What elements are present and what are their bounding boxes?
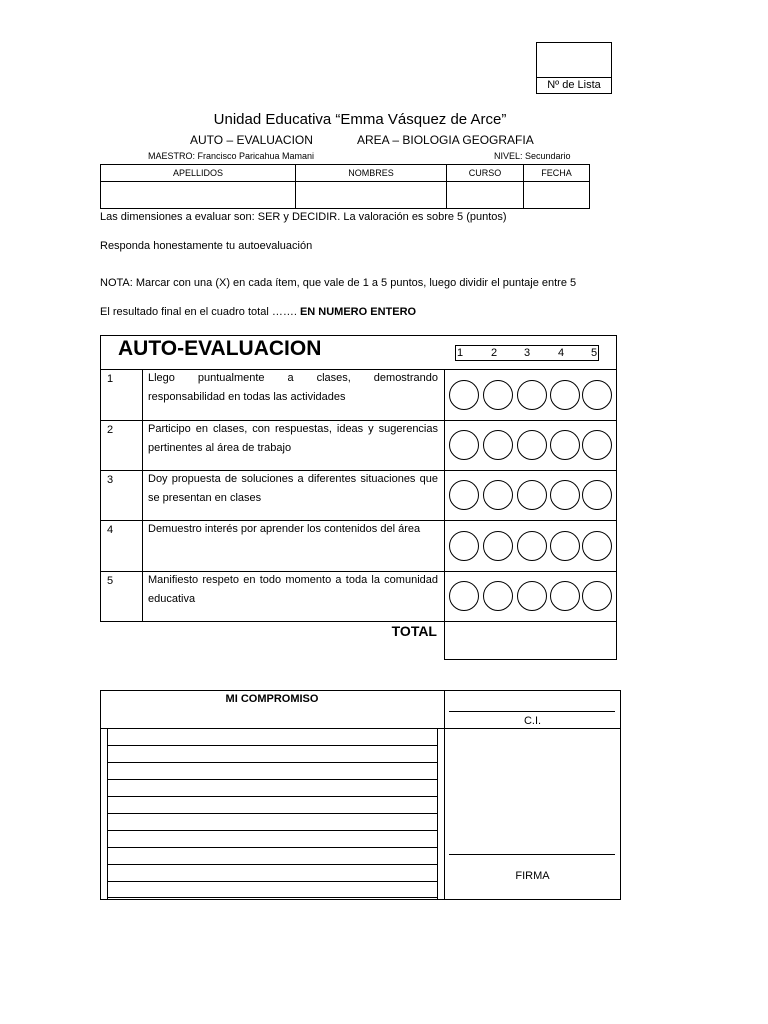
instruction-result-text: El resultado final en el cuadro total …….	[100, 306, 300, 318]
apellidos-field[interactable]	[101, 182, 296, 209]
writing-line[interactable]	[107, 881, 437, 882]
ci-line[interactable]	[449, 711, 615, 712]
score-circle[interactable]	[449, 581, 479, 611]
instruction-note: NOTA: Marcar con una (X) en cada ítem, que vale de 1 a 5 puntos, luego dividir el puntaje entre 5	[100, 277, 577, 289]
score-scale	[455, 345, 599, 361]
score-circle[interactable]	[582, 430, 612, 460]
score-circle[interactable]	[449, 480, 479, 510]
header-nombres: NOMBRES	[296, 165, 447, 182]
item-text: Participo en clases, con respuestas, ideas y sugerencias pertinentes al área de trabajo	[148, 423, 438, 454]
item-number: 2	[107, 424, 114, 436]
signature-line[interactable]	[449, 854, 615, 855]
teacher-name: MAESTRO: Francisco Paricahua Mamani	[148, 151, 315, 161]
frame-right	[616, 335, 617, 660]
score-circle[interactable]	[582, 480, 612, 510]
writing-line[interactable]	[107, 762, 437, 763]
item-text: Demuestro interés por aprender los contenidos del área	[148, 523, 421, 535]
writing-line[interactable]	[107, 897, 437, 898]
scale-2: 2	[491, 347, 498, 359]
scale-3: 3	[524, 347, 531, 359]
total-label: TOTAL	[391, 623, 437, 639]
evaluation-title: AUTO-EVALUACION	[118, 337, 322, 360]
score-circle[interactable]	[517, 581, 547, 611]
frame-top	[100, 335, 617, 336]
writing-line[interactable]	[107, 847, 437, 848]
writing-line[interactable]	[107, 779, 437, 780]
instruction-dimensions: Las dimensiones a evaluar son: SER y DECIDIR. La valoración es sobre 5 (puntos)	[100, 211, 507, 223]
fecha-field[interactable]	[524, 182, 590, 209]
subtitle-evaluation: AUTO – EVALUACION	[190, 133, 313, 147]
score-circle[interactable]	[550, 430, 580, 460]
frame-bottom	[100, 899, 621, 900]
total-field[interactable]	[445, 622, 616, 659]
score-circle[interactable]	[483, 380, 513, 410]
score-circle[interactable]	[483, 480, 513, 510]
score-circle[interactable]	[550, 581, 580, 611]
score-circle[interactable]	[550, 531, 580, 561]
subtitle-area: AREA – BIOLOGIA GEOGRAFIA	[357, 133, 534, 147]
instruction-result	[100, 306, 416, 318]
signature-label: FIRMA	[515, 870, 550, 882]
curso-field[interactable]	[447, 182, 524, 209]
scale-5: 5	[591, 347, 598, 359]
frame-left	[100, 690, 101, 900]
score-circle[interactable]	[483, 531, 513, 561]
item-text: Doy propuesta de soluciones a diferentes situaciones que se presentan en clases	[148, 473, 438, 504]
column-divider	[444, 369, 445, 660]
ci-label: C.I.	[523, 715, 542, 727]
level: NIVEL: Secundario	[494, 151, 571, 161]
header-fecha: FECHA	[524, 165, 590, 182]
score-circle[interactable]	[449, 430, 479, 460]
score-circle[interactable]	[517, 380, 547, 410]
scale-4: 4	[558, 347, 565, 359]
score-circle[interactable]	[483, 581, 513, 611]
item-number: 4	[107, 524, 114, 536]
header-apellidos: APELLIDOS	[101, 165, 296, 182]
list-number-box[interactable]	[536, 42, 612, 94]
commitment-section	[100, 690, 621, 900]
item-number: 1	[107, 373, 114, 385]
item-number: 5	[107, 575, 114, 587]
score-circle[interactable]	[517, 430, 547, 460]
commitment-title: MI COMPROMISO	[225, 693, 319, 705]
column-divider	[142, 369, 143, 622]
score-circle[interactable]	[550, 380, 580, 410]
instruction-honesty: Responda honestamente tu autoevaluación	[100, 240, 313, 252]
list-number-label: Nº de Lista	[547, 79, 601, 91]
total-box-bottom	[444, 659, 617, 660]
score-circle[interactable]	[550, 480, 580, 510]
item-text: Llego puntualmente a clases, demostrando responsabilidad en todas las actividades	[148, 372, 438, 403]
nombres-field[interactable]	[296, 182, 447, 209]
item-text: Manifiesto respeto en todo momento a toda la comunidad educativa	[148, 574, 438, 605]
score-circle[interactable]	[582, 531, 612, 561]
score-circle[interactable]	[517, 480, 547, 510]
inner-right-line	[437, 728, 438, 899]
score-circle[interactable]	[449, 531, 479, 561]
frame-left	[100, 335, 101, 622]
frame-top	[100, 690, 621, 691]
evaluation-table	[100, 335, 617, 660]
row-divider	[100, 728, 621, 729]
writing-line[interactable]	[107, 864, 437, 865]
school-name: Unidad Educativa “Emma Vásquez de Arce”	[213, 111, 507, 128]
instruction-result-emphasis: EN NUMERO ENTERO	[299, 306, 417, 318]
score-circle[interactable]	[483, 430, 513, 460]
score-circle[interactable]	[582, 380, 612, 410]
writing-line[interactable]	[107, 830, 437, 831]
writing-line[interactable]	[107, 745, 437, 746]
score-circle[interactable]	[517, 531, 547, 561]
score-circle[interactable]	[582, 581, 612, 611]
student-info-table	[100, 164, 590, 209]
writing-line[interactable]	[107, 813, 437, 814]
item-number: 3	[107, 474, 114, 486]
scale-1: 1	[457, 347, 464, 359]
list-number-divider	[537, 77, 611, 78]
header-curso: CURSO	[447, 165, 524, 182]
writing-line[interactable]	[107, 796, 437, 797]
score-circle[interactable]	[449, 380, 479, 410]
